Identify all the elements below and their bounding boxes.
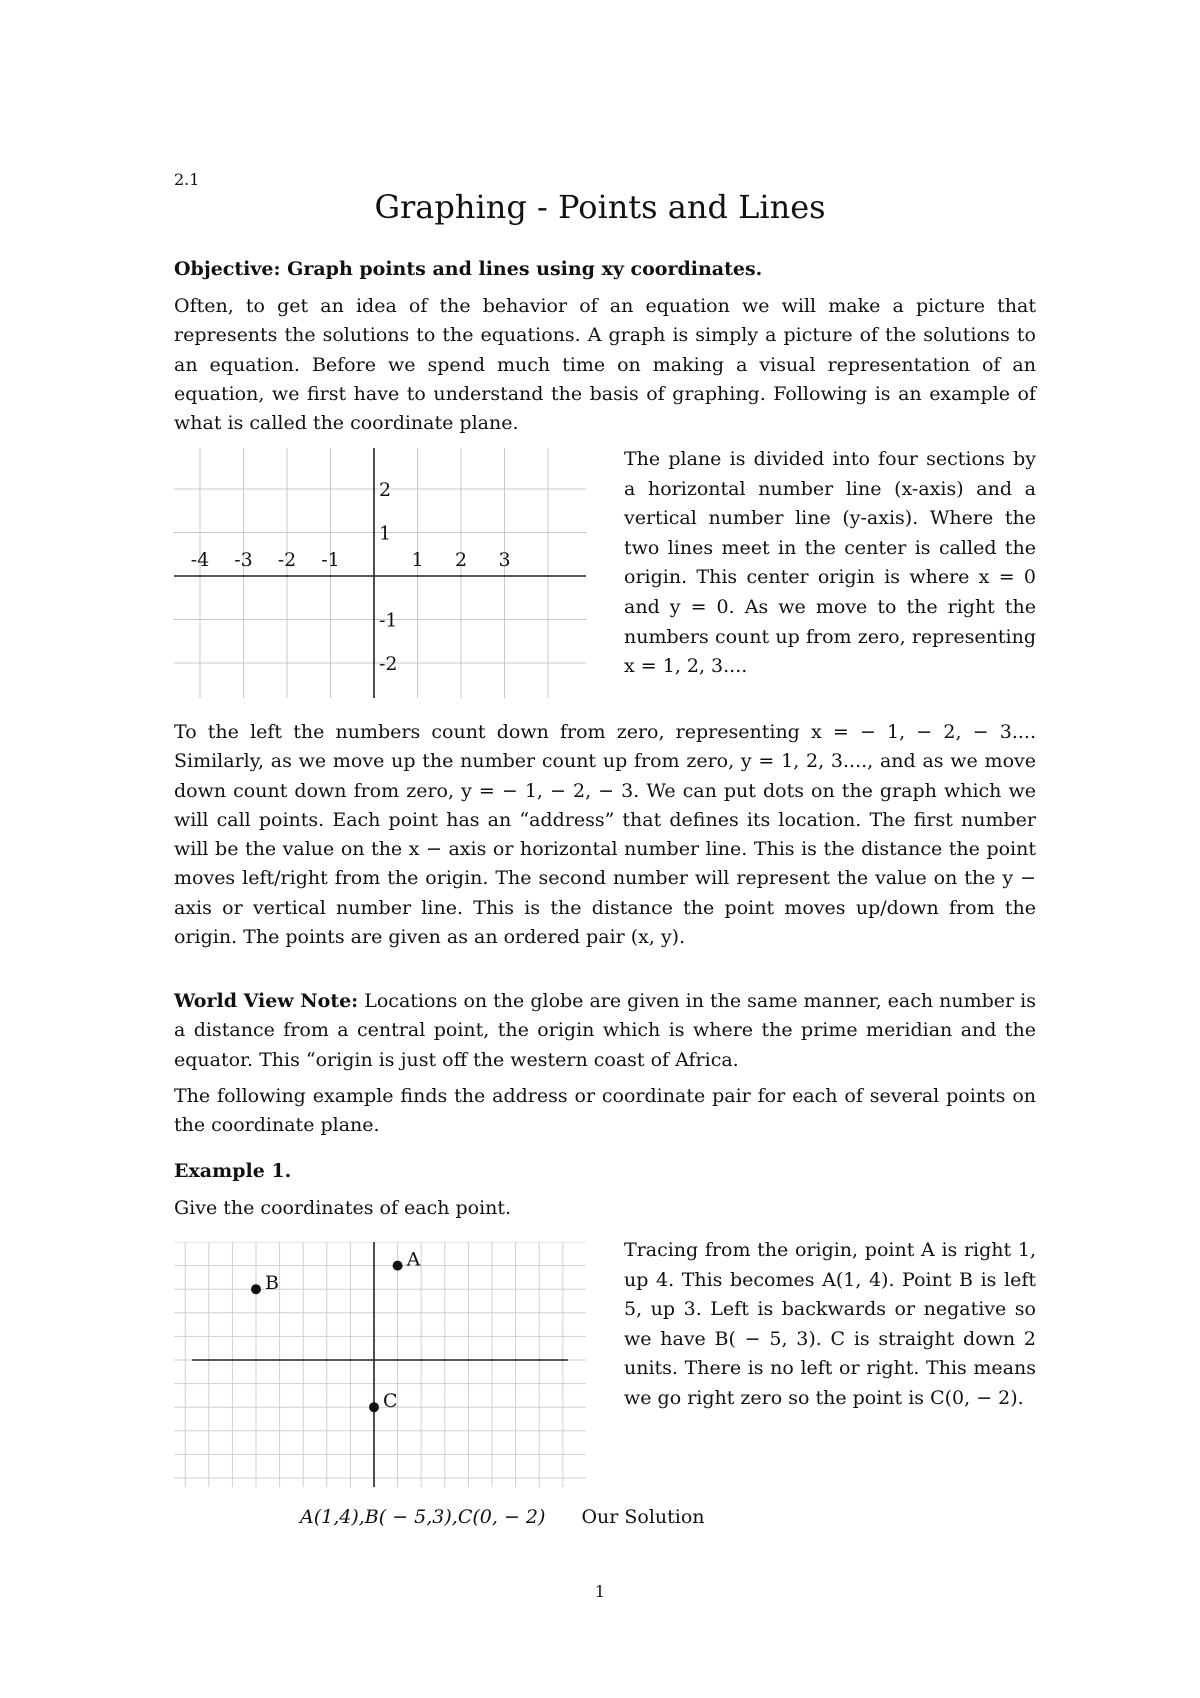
solution-expression: A(1,4),B( − 5,3),C(0, − 2) xyxy=(300,1506,546,1528)
example-grid-figure xyxy=(174,1242,586,1487)
x-tick-label: -1 xyxy=(321,549,340,571)
point-label-b: B xyxy=(265,1272,279,1295)
x-tick-label: 2 xyxy=(454,549,468,571)
coordinate-plane-figure xyxy=(174,448,586,698)
plane-paragraph: The plane is divided into four sections by a horizontal number line (x-axis) and a vertical number line (y-axis). Where the two lines meet in the center is called the origin. This center origin is where x = 0 and y = 0. As we move to the right the numbers count up from zero, representing x = 1, 2, 3.... xyxy=(624,448,1036,678)
point-label-a: A xyxy=(406,1248,421,1271)
world-view-text: Locations on the globe are given in the same manner, each number is a distance from a central point, the origin which is where the prime meridian and the equator. This “origin is just off the western coast of Africa. xyxy=(174,990,1036,1071)
section-number: 2.1 xyxy=(174,170,200,189)
world-view-label: World View Note: xyxy=(174,990,359,1012)
world-view-note xyxy=(174,987,1036,1075)
example-heading: Example 1. xyxy=(174,1160,292,1182)
solution-line xyxy=(300,1506,705,1528)
x-tick-label: -3 xyxy=(234,549,253,571)
coordinate-plane-labels xyxy=(191,479,511,675)
solution-label: Our Solution xyxy=(581,1506,705,1528)
y-tick-label: -2 xyxy=(379,653,398,675)
following-paragraph: The following example finds the address or coordinate pair for each of several points on the coordinate plane. xyxy=(174,1085,1036,1137)
tracing-paragraph: Tracing from the origin, point A is right 1, up 4. This becomes A(1, 4). Point B is left 5, up 3. Left is backwards or negative so we have B( − 5, 3). C is straight down 2 units. There is no left or right. This means we go right zero so the point is C(0, − 2). xyxy=(624,1239,1036,1409)
x-tick-label: 1 xyxy=(411,549,424,571)
y-tick-label: 2 xyxy=(379,479,392,501)
x-tick-label: 3 xyxy=(498,549,511,571)
point-a xyxy=(393,1261,403,1271)
x-tick-label: -4 xyxy=(190,549,210,571)
y-tick-label: 1 xyxy=(379,522,392,545)
example-prompt: Give the coordinates of each point. xyxy=(174,1197,512,1219)
objective: Objective: Graph points and lines using xy coordinates. xyxy=(174,258,763,280)
intro-paragraph: Often, to get an idea of the behavior of an equation we will make a picture that represents the solutions to the equations. A graph is simply a picture of the solutions to an equation. Before we spend much time on making a visual representation of an equation, we first have to understand the basis of graphing. Following is an example of what is called the coordinate plane. xyxy=(174,295,1036,435)
point-label-c: C xyxy=(383,1390,398,1413)
point-b xyxy=(251,1284,261,1294)
point-c xyxy=(369,1402,379,1412)
x-tick-label: -2 xyxy=(277,549,297,571)
page-title: Graphing - Points and Lines xyxy=(374,188,826,226)
example-grid xyxy=(174,1242,586,1487)
page-number: 1 xyxy=(594,1582,606,1601)
example-points xyxy=(251,1249,421,1413)
y-tick-label: -1 xyxy=(379,609,398,632)
axes-paragraph: To the left the numbers count down from zero, representing x = − 1, − 2, − 3.... Similarly, as we move up the number count up from zero, y = 1, 2, 3...., and as we move down count down from zero, y = − 1, − 2, − 3. We can put dots on the graph which we will call points. Each point has an “address” that defines its location. The first number will be the value on the x − axis or horizontal number line. This is the distance the point moves left/right from the origin. The second number will represent the value on the y − axis or vertical number line. This is the distance the point moves up/down from the origin. The points are given as an ordered pair (x, y). xyxy=(174,721,1036,949)
